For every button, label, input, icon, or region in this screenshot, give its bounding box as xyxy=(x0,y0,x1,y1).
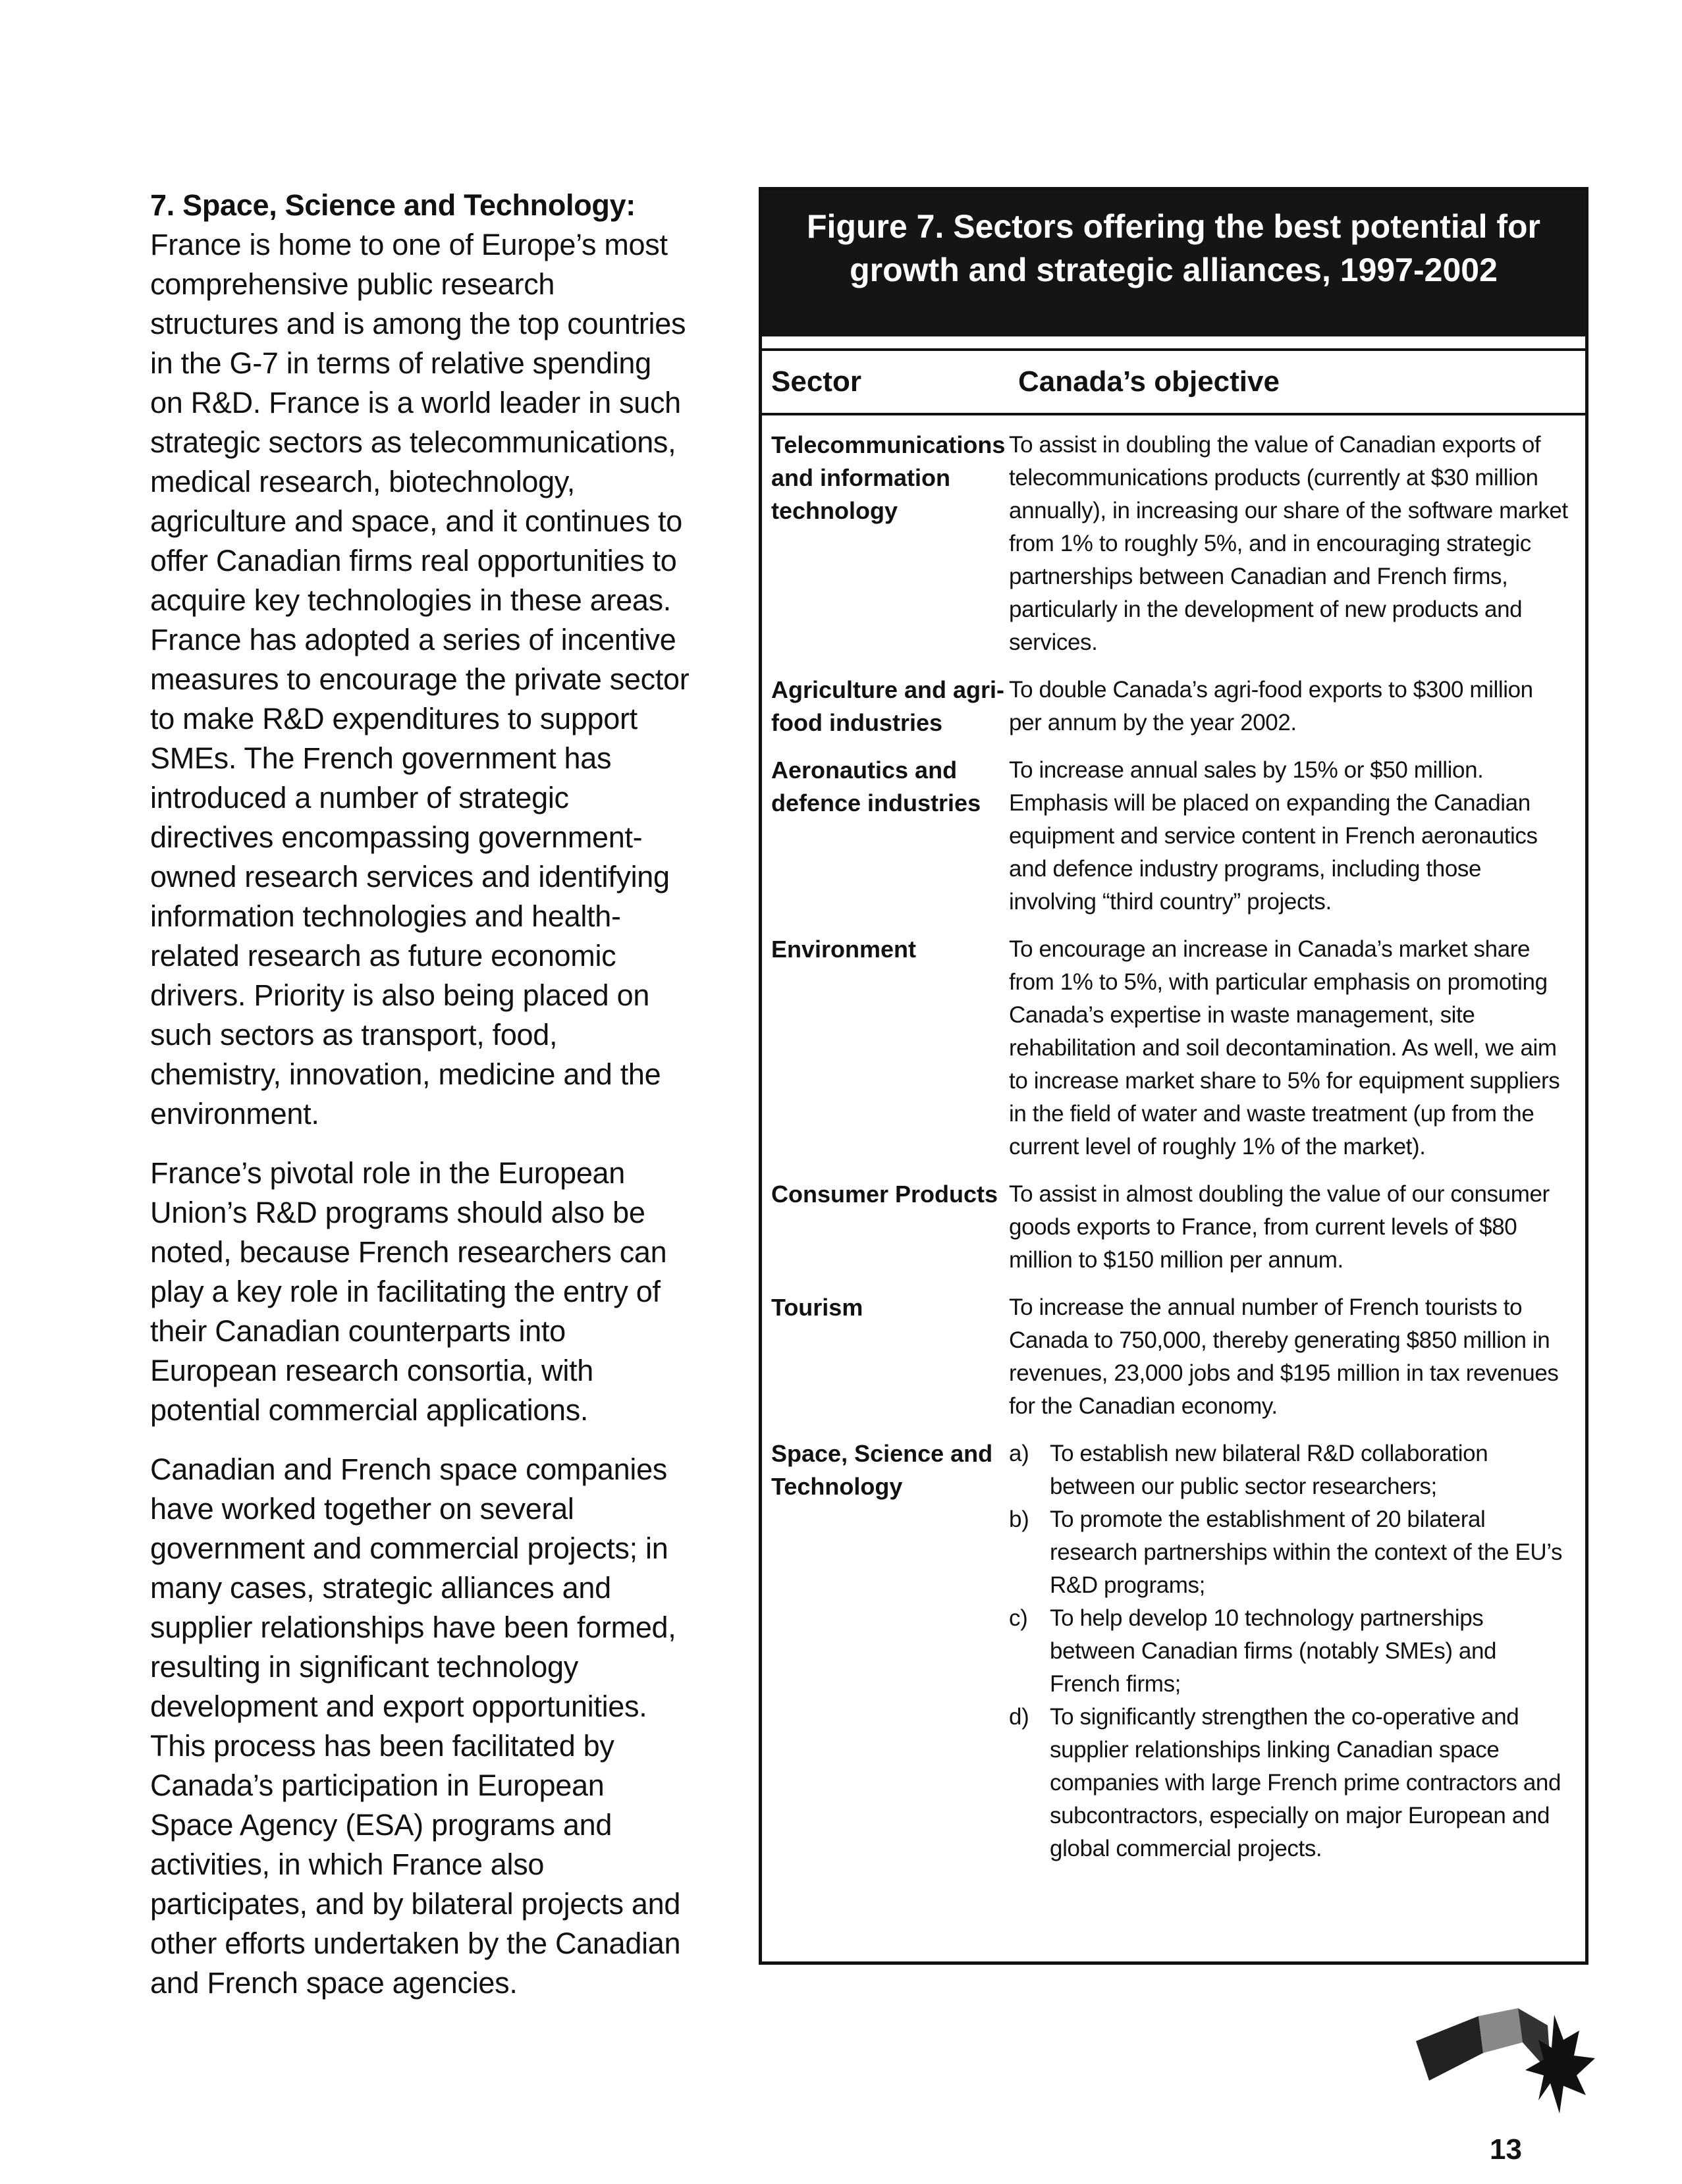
list-item-text: To help develop 10 technology partnerships between Canadian firms (notably SMEs) and French firms; xyxy=(1050,1605,1497,1697)
sector-cell: Tourism xyxy=(771,1294,863,1321)
list-item-text: To significantly strengthen the co-operative and supplier relationships linking Canadian space companies with large French prime contractors and subcontractors, especially on major European and global commercial projects. xyxy=(1050,1704,1561,1861)
table-row xyxy=(762,674,1585,739)
header-objective: Canada’s objective xyxy=(1018,365,1280,398)
figure-title xyxy=(762,190,1585,336)
list-item xyxy=(1009,1503,1571,1602)
paragraph-3: Canadian and French space companies have worked together on several government and commercial projects; in many cases, strategic alliances and supplier relationships have been formed, resulting in significant technology development and export opportunities. This process has been facilitated by Canada’s participation in European Space Agency (ESA) programs and activities, in which France also participates, and by bilateral projects and other efforts undertaken by the Canadian and French space agencies. xyxy=(150,1452,681,2000)
flag-dark-band xyxy=(1416,2016,1483,2081)
list-item-letter: b) xyxy=(1009,1506,1029,1532)
table-body xyxy=(762,415,1585,1865)
list-item-letter: c) xyxy=(1009,1605,1028,1631)
sector-cell: Space, Science and Technology xyxy=(771,1440,993,1500)
table-row xyxy=(762,429,1585,659)
sector-cell: Consumer Products xyxy=(771,1181,998,1208)
flag-grey-band xyxy=(1479,2008,1523,2053)
figure-7-box xyxy=(759,187,1588,1965)
table-row xyxy=(762,1291,1585,1423)
table-row xyxy=(762,754,1585,919)
list-item xyxy=(1009,1437,1571,1503)
header-sector: Sector xyxy=(771,365,861,398)
list-item-letter: d) xyxy=(1009,1704,1029,1730)
list-item xyxy=(1009,1701,1571,1865)
objective-cell: To increase the annual number of French tourists to Canada to 750,000, thereby generating $850 million in revenues, 23,000 jobs and $195 million in tax revenues for the Canadian economy. xyxy=(1009,1294,1559,1419)
section-heading: 7. Space, Science and Technology: xyxy=(150,188,636,222)
objective-list xyxy=(1009,1437,1571,1865)
figure-title-line-2: growth and strategic alliances, 1997-2002 xyxy=(850,252,1498,288)
table-row xyxy=(762,1178,1585,1277)
list-item xyxy=(1009,1602,1571,1701)
table-header xyxy=(762,348,1585,415)
list-item-letter: a) xyxy=(1009,1441,1029,1466)
objective-cell xyxy=(1009,1437,1585,1865)
paragraph-2: France’s pivotal role in the European Union’s R&D programs should also be noted, because French researchers can play a key role in facilitating the entry of their Canadian counterparts into European research consortia, with potential commercial applications. xyxy=(150,1156,667,1427)
sector-cell: Telecommunications and information technology xyxy=(771,431,1006,524)
sector-cell: Environment xyxy=(771,936,917,963)
objective-cell: To assist in almost doubling the value of our consumer goods exports to France, from current levels of $80 million to $150 million per annum. xyxy=(1009,1181,1550,1273)
paragraph-1 xyxy=(150,186,690,1134)
objective-cell: To assist in doubling the value of Canadian exports of telecommunications products (currently at $30 million annually), in increasing our share of the software market from 1% to roughly 5%, and in encouraging strategic partnerships between Canadian and French firms, particularly in the development of new products and services. xyxy=(1009,432,1568,655)
paragraph-1-text: France is home to one of Europe’s most comprehensive public research structures and is among the top countries in the G-7 in terms of relative spending on R&D. France is a world leader in such strategic sectors as telecommunications, medical research, biotechnology, agriculture and space, and it continues to offer Canadian firms real opportunities to acquire key technologies in these areas. France has adopted a series of incentive measures to encourage the private sector to make R&D expenditures to support SMEs. The French government has introduced a number of strategic directives encompassing government-owned research services and identifying information technologies and health-related research as future economic drivers. Priority is also being placed on such sectors as transport, food, chemistry, innovation, medicine and the environment. xyxy=(150,228,690,1131)
left-column xyxy=(150,186,690,2023)
sector-cell: Aeronautics and defence industries xyxy=(771,757,981,816)
objective-cell: To encourage an increase in Canada’s market share from 1% to 5%, with particular emphasis on promoting Canada’s expertise in waste management, site rehabilitation and soil decontamination. As well, we aim to increase market share to 5% for equipment suppliers in the field of water and waste treatment (up from the current level of roughly 1% of the market). xyxy=(1009,936,1560,1159)
flag-maple-leaf-logo xyxy=(1409,2002,1600,2120)
table-row xyxy=(762,933,1585,1163)
objective-cell: To increase annual sales by 15% or $50 million. Emphasis will be placed on expanding the Canadian equipment and service content in French aeronautics and defence industry programs, including those involving “third country” projects. xyxy=(1009,757,1538,915)
list-item-text: To promote the establishment of 20 bilateral research partnerships within the context of the EU’s R&D programs; xyxy=(1050,1506,1563,1598)
objective-cell: To double Canada’s agri-food exports to $300 million per annum by the year 2002. xyxy=(1009,677,1533,735)
list-item-text: To establish new bilateral R&D collaboration between our public sector researchers; xyxy=(1050,1441,1488,1499)
sector-cell: Agriculture and agri-food industries xyxy=(771,676,1005,736)
figure-title-line-1: Figure 7. Sectors offering the best potential for xyxy=(806,208,1540,245)
table-row xyxy=(762,1437,1585,1865)
page-number: 13 xyxy=(1490,2133,1522,2166)
